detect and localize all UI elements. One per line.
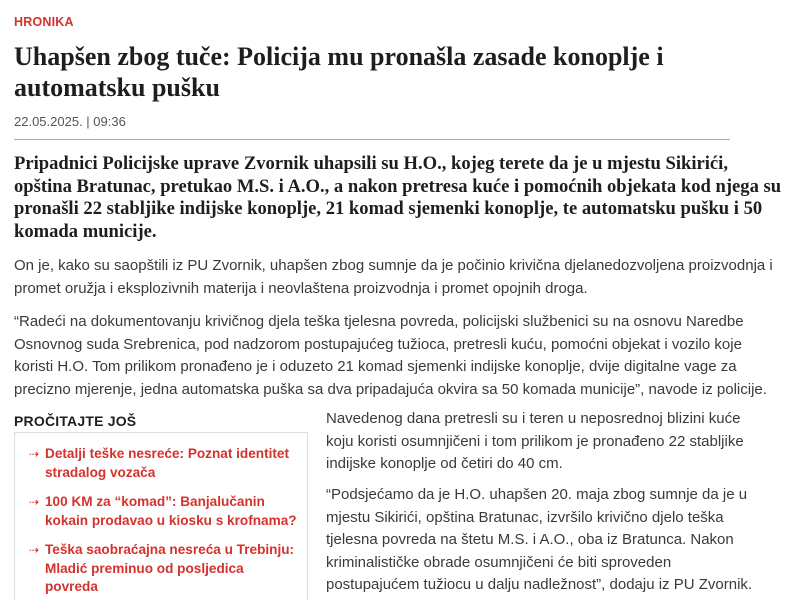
related-link[interactable]: Teška saobraćajna nesreća u Trebinju: Mladić preminuo od posljedica povreda bbox=[45, 542, 295, 594]
article-paragraph-1: On je, kako su saopštili iz PU Zvornik, uhapšen zbog sumnje da je počinio krivična djelanedozvoljena proizvodnja i promet oružja i eksplozivnih materija i neovlaštena proizvodnja i promet opojnih droga. bbox=[14, 257, 773, 297]
article-paragraph-3: Navedenog dana pretresli su i teren u neposrednoj blizini kuće koju koristi osumnjičeni i tom prilikom je pronađeno 22 stabljike indijske konoplje od četiri do 40 cm. bbox=[326, 410, 744, 472]
category-label[interactable]: HRONIKA bbox=[14, 15, 74, 29]
publish-date: 22.05.2025. | 09:36 bbox=[14, 114, 126, 129]
article-lead: Pripadnici Policijske uprave Zvornik uhapsili su H.O., kojeg terete da je u mjestu Sikirići, opština Bratunac, pretukao M.S. i A.O., a nakon pretresa kuće i pomoćnih objekata kod njega su pronašli 22 stabljike indijske konoplje, 21 komad sjemenki konoplje, te automatsku pušku i 50 komada municije. bbox=[14, 153, 782, 242]
related-articles bbox=[14, 413, 308, 600]
related-list bbox=[14, 432, 308, 600]
related-item-1[interactable] bbox=[29, 445, 299, 482]
related-item-3[interactable] bbox=[29, 541, 299, 597]
arrow-icon: ⇢ bbox=[29, 495, 40, 509]
article-paragraph-4: “Podsjećamo da je H.O. uhapšen 20. maja zbog sumnje da je u mjestu Sikirići, opština Bratunac, izvršilo krivično djelo teška tjelesna povreda na štetu M.S. i A.O., oba iz Bratunca. Nakon kriminalističke obrade osumnjičeni će biti sproveden postupajućem tužiocu u dalju nadležnost”, dodaju iz PU Zvornik. bbox=[326, 486, 753, 593]
related-link[interactable]: Detalji teške nesreće: Poznat identitet stradalog vozača bbox=[45, 446, 290, 480]
related-heading: PROČITAJTE JOŠ bbox=[14, 413, 137, 429]
article-paragraph-2: “Radeći na dokumentovanju krivičnog djela teška tjelesna povreda, policijski službenici su na osnovu Naredbe Osnovnog suda Srebrenica, pod nadzorom postupajućeg tužioca, pretresli kuću, pomoćni objekat i vozilo koje koristi H.O. Tom prilikom pronađeno je i oduzeto 21 komad sjemenki indijske konoplje, dvije digitalne vage za precizno mjerenje, jedna automatska puška sa dva pripadajuća okvira sa 50 komada municije”, navode iz policije. bbox=[14, 313, 767, 398]
related-item-2[interactable] bbox=[29, 493, 299, 530]
related-link[interactable]: 100 KM za “komad”: Banjalučanin kokain prodavao u kiosku s krofnama? bbox=[45, 494, 297, 528]
arrow-icon: ⇢ bbox=[29, 543, 40, 557]
title-divider bbox=[14, 139, 730, 140]
article-title: Uhapšen zbog tuče: Policija mu pronašla zasade konoplje i automatsku pušku bbox=[14, 42, 664, 102]
arrow-icon: ⇢ bbox=[29, 447, 40, 461]
